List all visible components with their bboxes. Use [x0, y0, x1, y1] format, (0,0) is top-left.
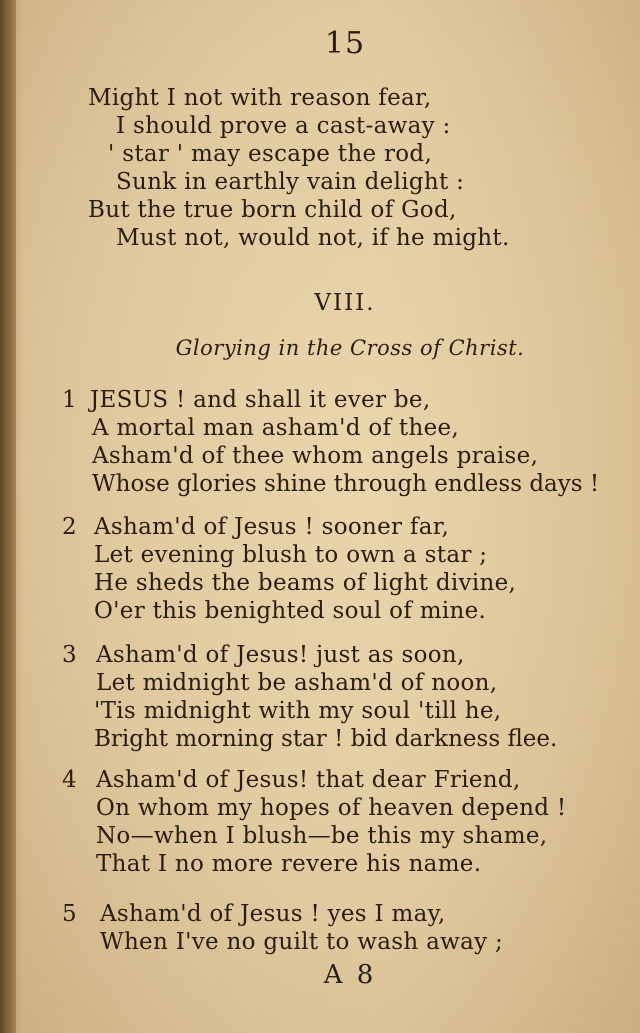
stanza-line: But the true born child of God, — [88, 197, 457, 223]
verse-line: 'Tis midnight with my soul 'till he, — [94, 698, 502, 724]
verse-line: Let midnight be asham'd of noon, — [96, 670, 498, 696]
book-spine — [0, 0, 16, 1033]
hymn-title: Glorying in the Cross of Christ. — [175, 336, 525, 360]
stanza-line: Must not, would not, if he might. — [116, 225, 510, 251]
verse-line: When I've no guilt to wash away ; — [100, 929, 504, 955]
verse-number: 4 — [62, 767, 77, 793]
verse-line: Bright morning star ! bid darkness flee. — [94, 726, 558, 752]
verse-line: JESUS ! and shall it ever be, — [90, 387, 431, 413]
signature-mark: A 8 — [323, 960, 377, 990]
verse-line: Asham'd of thee whom angels praise, — [92, 443, 539, 469]
stanza-line: ' star ' may escape the rod, — [108, 141, 433, 167]
verse-line: Asham'd of Jesus! that dear Friend, — [96, 767, 521, 793]
verse-line: Whose glories shine through endless days ! — [92, 471, 600, 497]
verse-number: 3 — [62, 642, 77, 668]
stanza-line: Might I not with reason fear, — [88, 85, 432, 111]
verse-line: O'er this benighted soul of mine. — [94, 598, 487, 624]
page-number: 15 — [324, 26, 366, 61]
verse-line: On whom my hopes of heaven depend ! — [96, 795, 567, 821]
stanza-line: Sunk in earthly vain delight : — [116, 169, 465, 195]
stanza-line: I should prove a cast-away : — [116, 113, 451, 139]
verse-line: Asham'd of Jesus ! sooner far, — [94, 514, 450, 540]
verse-line: Asham'd of Jesus! just as soon, — [96, 642, 465, 668]
verse-line: That I no more revere his name. — [96, 851, 482, 877]
verse-number: 5 — [62, 901, 77, 927]
verse-line: Let evening blush to own a star ; — [94, 542, 488, 568]
hymn-number: VIII. — [314, 290, 376, 316]
verse-line: He sheds the beams of light divine, — [94, 570, 517, 596]
verse-number: 2 — [62, 514, 77, 540]
verse-number: 1 — [62, 387, 77, 413]
verse-line: Asham'd of Jesus ! yes I may, — [100, 901, 446, 927]
verse-line: No—when I blush—be this my shame, — [96, 823, 548, 849]
verse-line: A mortal man asham'd of thee, — [92, 415, 460, 441]
